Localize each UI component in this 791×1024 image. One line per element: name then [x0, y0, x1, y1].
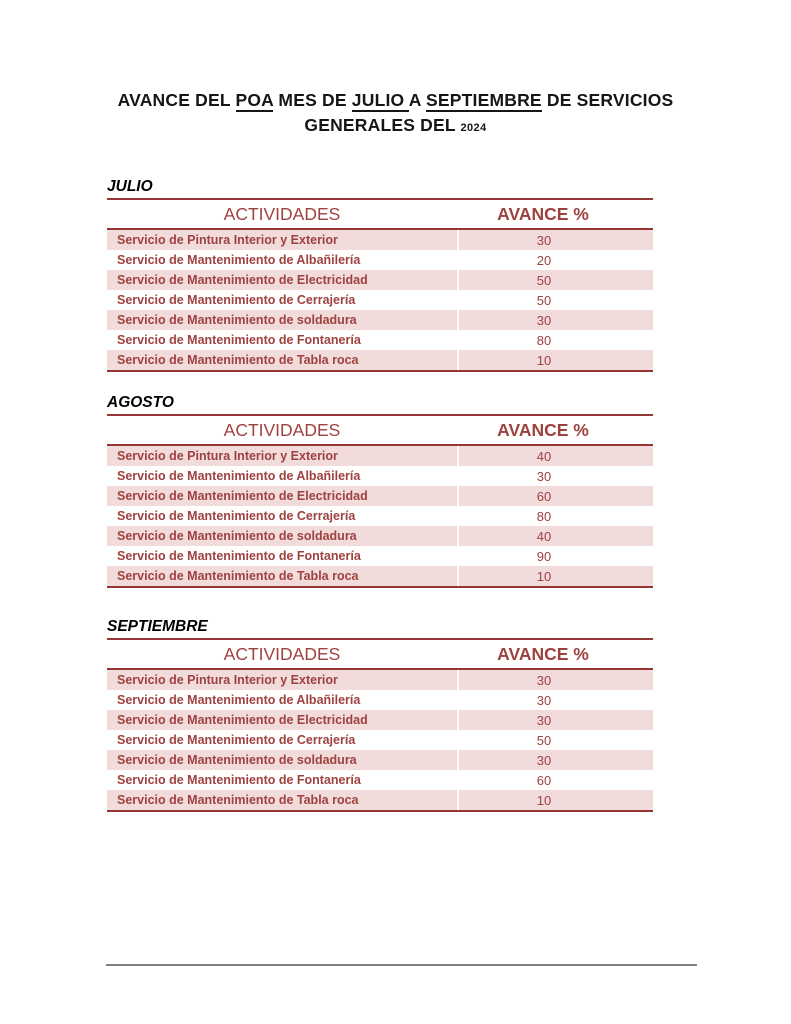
title-segment-underlined: JULIO: [351, 90, 409, 110]
avance-cell: 80: [457, 330, 653, 350]
column-header-avance: AVANCE %: [497, 643, 589, 664]
avance-cell: 30: [457, 670, 653, 690]
table-row: [107, 670, 653, 690]
avance-cell: 60: [457, 770, 653, 790]
table-header-row: [107, 200, 653, 230]
table-row: [107, 486, 653, 506]
table-row: [107, 270, 653, 290]
section-julio: [107, 176, 653, 372]
section-agosto: [107, 392, 653, 588]
avance-cell: 50: [457, 270, 653, 290]
title-segment: A: [408, 90, 427, 110]
activity-cell: Servicio de Mantenimiento de Electricidad: [117, 273, 368, 287]
table-row: [107, 750, 653, 770]
month-label-agosto: AGOSTO: [107, 392, 653, 416]
month-label-julio: JULIO: [107, 176, 653, 200]
table-row: [107, 290, 653, 310]
title-segment-underlined: POA: [235, 90, 274, 110]
table-row: [107, 310, 653, 330]
activity-cell: Servicio de Mantenimiento de Tabla roca: [117, 793, 359, 807]
footer-divider: [106, 964, 697, 966]
activity-cell: Servicio de Mantenimiento de Fontanería: [117, 549, 361, 563]
table-row: [107, 350, 653, 370]
activity-cell: Servicio de Mantenimiento de Albañilería: [117, 693, 361, 707]
activity-cell: Servicio de Mantenimiento de Albañilería: [117, 469, 361, 483]
avance-cell: 80: [457, 506, 653, 526]
avance-cell: 30: [457, 750, 653, 770]
avance-cell: 50: [457, 290, 653, 310]
table-row: [107, 710, 653, 730]
table-row: [107, 770, 653, 790]
title-segment: MES DE: [273, 90, 352, 110]
avance-cell: 20: [457, 250, 653, 270]
activity-cell: Servicio de Mantenimiento de Cerrajería: [117, 293, 356, 307]
activity-cell: Servicio de Mantenimiento de Fontanería: [117, 333, 361, 347]
activity-cell: Servicio de Pintura Interior y Exterior: [117, 449, 338, 463]
activity-cell: Servicio de Pintura Interior y Exterior: [117, 233, 338, 247]
table-row: [107, 526, 653, 546]
activity-cell: Servicio de Mantenimiento de Cerrajería: [117, 509, 356, 523]
table-row: [107, 566, 653, 586]
table-julio: [107, 200, 653, 372]
table-row: [107, 730, 653, 750]
avance-cell: 10: [457, 790, 653, 810]
activity-cell: Servicio de Mantenimiento de Electricidad: [117, 713, 368, 727]
avance-cell: 30: [457, 690, 653, 710]
activity-cell: Servicio de Mantenimiento de Tabla roca: [117, 569, 359, 583]
table-row: [107, 506, 653, 526]
activity-cell: Servicio de Mantenimiento de Electricidad: [117, 489, 368, 503]
table-row: [107, 546, 653, 566]
column-header-avance: AVANCE %: [497, 419, 589, 440]
table-header-row: [107, 416, 653, 446]
table-row: [107, 466, 653, 486]
avance-cell: 30: [457, 466, 653, 486]
section-septiembre: [107, 616, 653, 812]
month-label-septiembre: SEPTIEMBRE: [107, 616, 653, 640]
document-body: [107, 176, 653, 812]
activity-cell: Servicio de Mantenimiento de Fontanería: [117, 773, 361, 787]
activity-cell: Servicio de Mantenimiento de Tabla roca: [117, 353, 359, 367]
activity-cell: Servicio de Mantenimiento de soldadura: [117, 753, 357, 767]
activity-cell: Servicio de Mantenimiento de soldadura: [117, 313, 357, 327]
activity-cell: Servicio de Mantenimiento de soldadura: [117, 529, 357, 543]
title-segment-underlined: SEPTIEMBRE: [426, 90, 542, 110]
title-segment: AVANCE DEL: [117, 90, 236, 110]
avance-cell: 30: [457, 710, 653, 730]
activity-cell: Servicio de Mantenimiento de Albañilería: [117, 253, 361, 267]
table-header-row: [107, 640, 653, 670]
title-segment: DE SERVICIOS GENERALES DEL: [304, 90, 674, 135]
table-row: [107, 446, 653, 466]
table-row: [107, 790, 653, 810]
avance-cell: 30: [457, 230, 653, 250]
avance-cell: 50: [457, 730, 653, 750]
table-septiembre: [107, 640, 653, 812]
avance-cell: 10: [457, 566, 653, 586]
activity-cell: Servicio de Mantenimiento de Cerrajería: [117, 733, 356, 747]
column-header-actividades: ACTIVIDADES: [223, 203, 341, 224]
column-header-actividades: ACTIVIDADES: [223, 643, 341, 664]
activity-cell: Servicio de Pintura Interior y Exterior: [117, 673, 338, 687]
column-header-avance: AVANCE %: [497, 203, 589, 224]
table-agosto: [107, 416, 653, 588]
table-row: [107, 330, 653, 350]
table-row: [107, 690, 653, 710]
avance-cell: 60: [457, 486, 653, 506]
avance-cell: 30: [457, 310, 653, 330]
table-row: [107, 230, 653, 250]
table-row: [107, 250, 653, 270]
document-title: [60, 88, 731, 141]
title-year: 2024: [460, 122, 487, 134]
avance-cell: 90: [457, 546, 653, 566]
avance-cell: 40: [457, 446, 653, 466]
avance-cell: 10: [457, 350, 653, 370]
column-header-actividades: ACTIVIDADES: [223, 419, 341, 440]
avance-cell: 40: [457, 526, 653, 546]
